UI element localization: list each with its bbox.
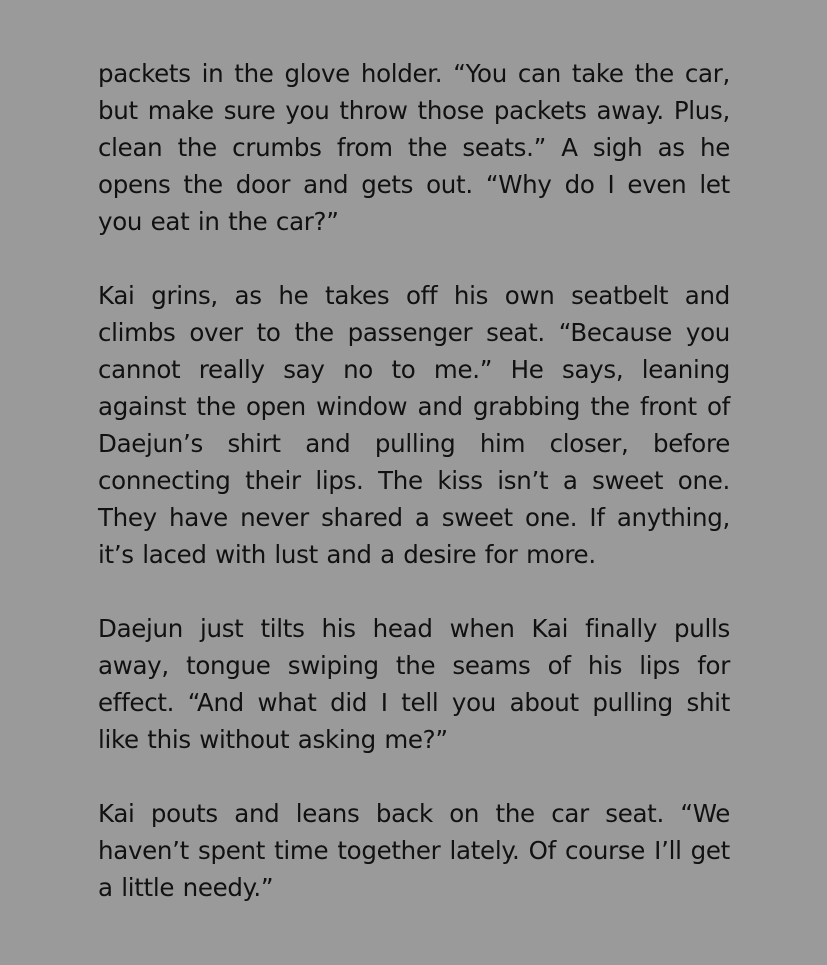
document-page	[98, 55, 730, 906]
paragraph-spacer	[98, 240, 730, 277]
paragraph-2: Kai grins, as he takes off his own seatbelt and climbs over to the passenger seat. “Because you cannot really say no to me.” He says, leaning against the open window and grabbing the front of Daejun’s shirt and pulling him closer, before connecting their lips. The kiss isn’t a sweet one. They have never shared a sweet one. If anything, it’s laced with lust and a desire for more.	[98, 281, 730, 569]
paragraph-spacer	[98, 758, 730, 795]
paragraph-1: packets in the glove holder. “You can take the car, but make sure you throw those packets away. Plus, clean the crumbs from the seats.” A sigh as he opens the door and gets out. “Why do I even let you eat in the car?”	[98, 59, 730, 236]
paragraph-4: Kai pouts and leans back on the car seat. “We haven’t spent time together lately. Of course I’ll get a little needy.”	[98, 799, 730, 902]
paragraph-3: Daejun just tilts his head when Kai finally pulls away, tongue swiping the seams of his lips for effect. “And what did I tell you about pulling shit like this without asking me?”	[98, 614, 730, 754]
paragraph-spacer	[98, 573, 730, 610]
